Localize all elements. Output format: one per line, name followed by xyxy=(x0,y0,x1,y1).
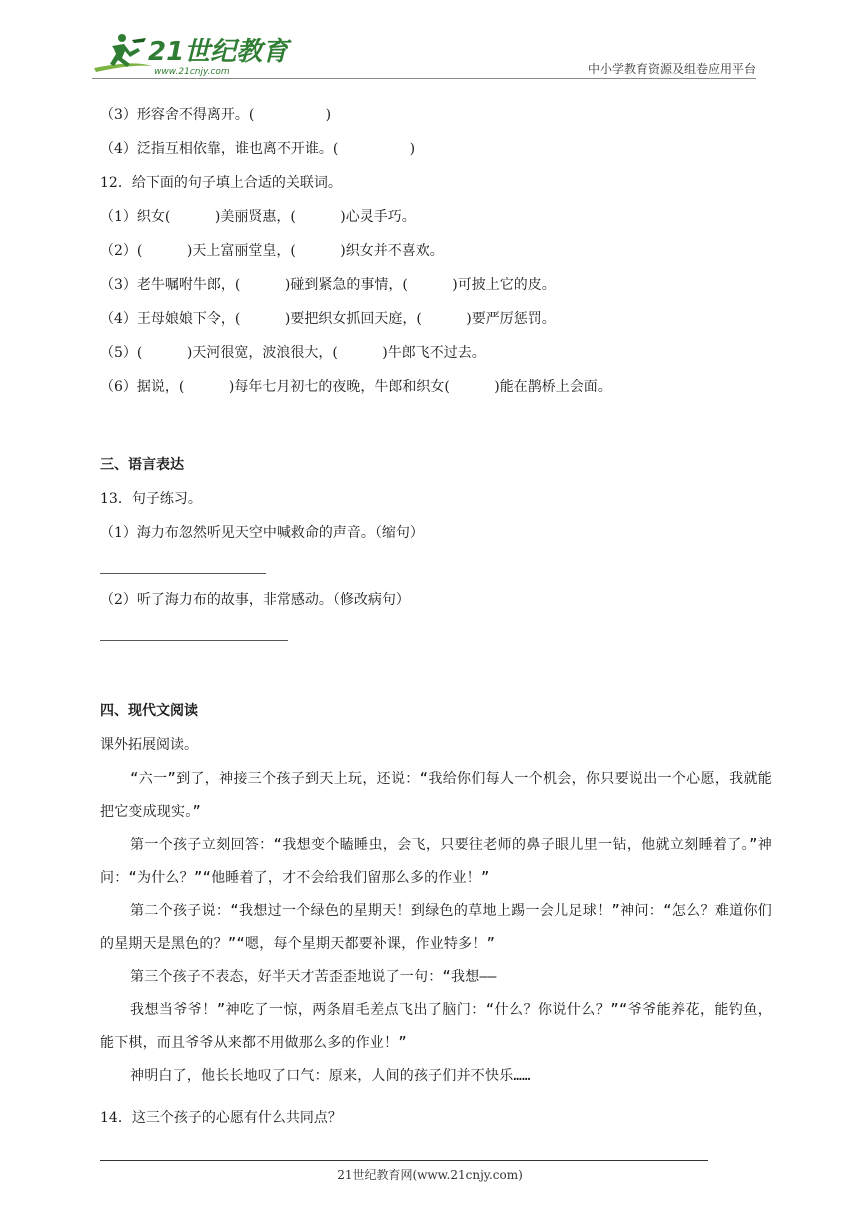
svg-text:www.21cnjy.com: www.21cnjy.com xyxy=(154,67,230,77)
q12-4: （4）王母娘娘下令，( )要把织女抓回天庭，( )要严厉惩罚。 xyxy=(100,311,556,327)
svg-text:21世纪教育: 21世纪教育 xyxy=(148,37,289,67)
passage-paragraph: 第一个孩子立刻回答：“我想变个瞌睡虫，会飞，只要往老师的鼻子眼儿里一钻，他就立刻睡着了。”神问：“为什么？”“他睡着了，才不会给我们留那么多的作业！” xyxy=(100,837,772,886)
q12-1: （1）织女( )美丽贤惠，( )心灵手巧。 xyxy=(100,209,416,225)
q12-2: （2）( )天上富丽堂皇，( )织女并不喜欢。 xyxy=(100,243,444,259)
passage-paragraph: 神明白了，他长长地叹了口气：原来，人间的孩子们并不快乐…… xyxy=(130,1068,531,1084)
section-4-title: 四、现代文阅读 xyxy=(100,703,198,719)
platform-name: 中小学教育资源及组卷应用平台 xyxy=(587,62,756,76)
header-divider xyxy=(92,78,756,79)
q12-title: 12．给下面的句子填上合适的关联词。 xyxy=(100,175,342,191)
page-header xyxy=(92,30,756,80)
q12-6: （6）据说，( )每年七月初七的夜晚，牛郎和织女( )能在鹊桥上会面。 xyxy=(100,379,612,395)
answer-line-2[interactable] xyxy=(100,640,288,641)
q13-2: （2）听了海力布的故事，非常感动。（修改病句） xyxy=(100,592,410,608)
q11-4: （4）泛指互相依靠，谁也离不开谁。( ) xyxy=(100,141,416,157)
reading-passage xyxy=(100,763,772,1093)
passage-paragraph: “六一”到了，神接三个孩子到天上玩，还说：“我给你们每人一个机会，你只要说出一个心愿，我就能把它变成现实。” xyxy=(100,771,772,820)
passage-paragraph: 第二个孩子说：“我想过一个绿色的星期天！到绿色的草地上踢一会儿足球！”神问：“怎么？难道你们的星期天是黑色的？”“嗯，每个星期天都要补课，作业特多！” xyxy=(100,903,772,952)
q12-3: （3）老牛嘱咐牛郎，( )碰到紧急的事情，( )可披上它的皮。 xyxy=(100,277,556,293)
page-footer: 21世纪教育网(www.21cnjy.com) xyxy=(337,1168,523,1182)
site-logo xyxy=(92,30,289,78)
passage-paragraph: 我想当爷爷！”神吃了一惊，两条眉毛差点飞出了脑门：“什么？你说什么？”“爷爷能养花，能钓鱼，能下棋，而且爷爷从来都不用做那么多的作业！” xyxy=(100,1002,772,1051)
q12-5: （5）( )天河很宽，波浪很大，( )牛郎飞不过去。 xyxy=(100,345,486,361)
footer-divider xyxy=(100,1160,708,1161)
section-3-title: 三、语言表达 xyxy=(100,457,184,473)
passage-paragraph: 第三个孩子不表态，好半天才苦歪歪地说了一句：“我想—— xyxy=(130,969,497,985)
q11-3: （3）形容舍不得离开。( ) xyxy=(100,107,332,123)
runner-logo-icon xyxy=(92,30,289,78)
q13-title: 13．句子练习。 xyxy=(100,491,202,507)
q14: 14．这三个孩子的心愿有什么共同点？ xyxy=(100,1110,342,1126)
answer-line-1[interactable] xyxy=(100,573,266,574)
reading-intro: 课外拓展阅读。 xyxy=(100,737,198,753)
q13-1: （1）海力布忽然听见天空中喊救命的声音。（缩句） xyxy=(100,525,424,541)
